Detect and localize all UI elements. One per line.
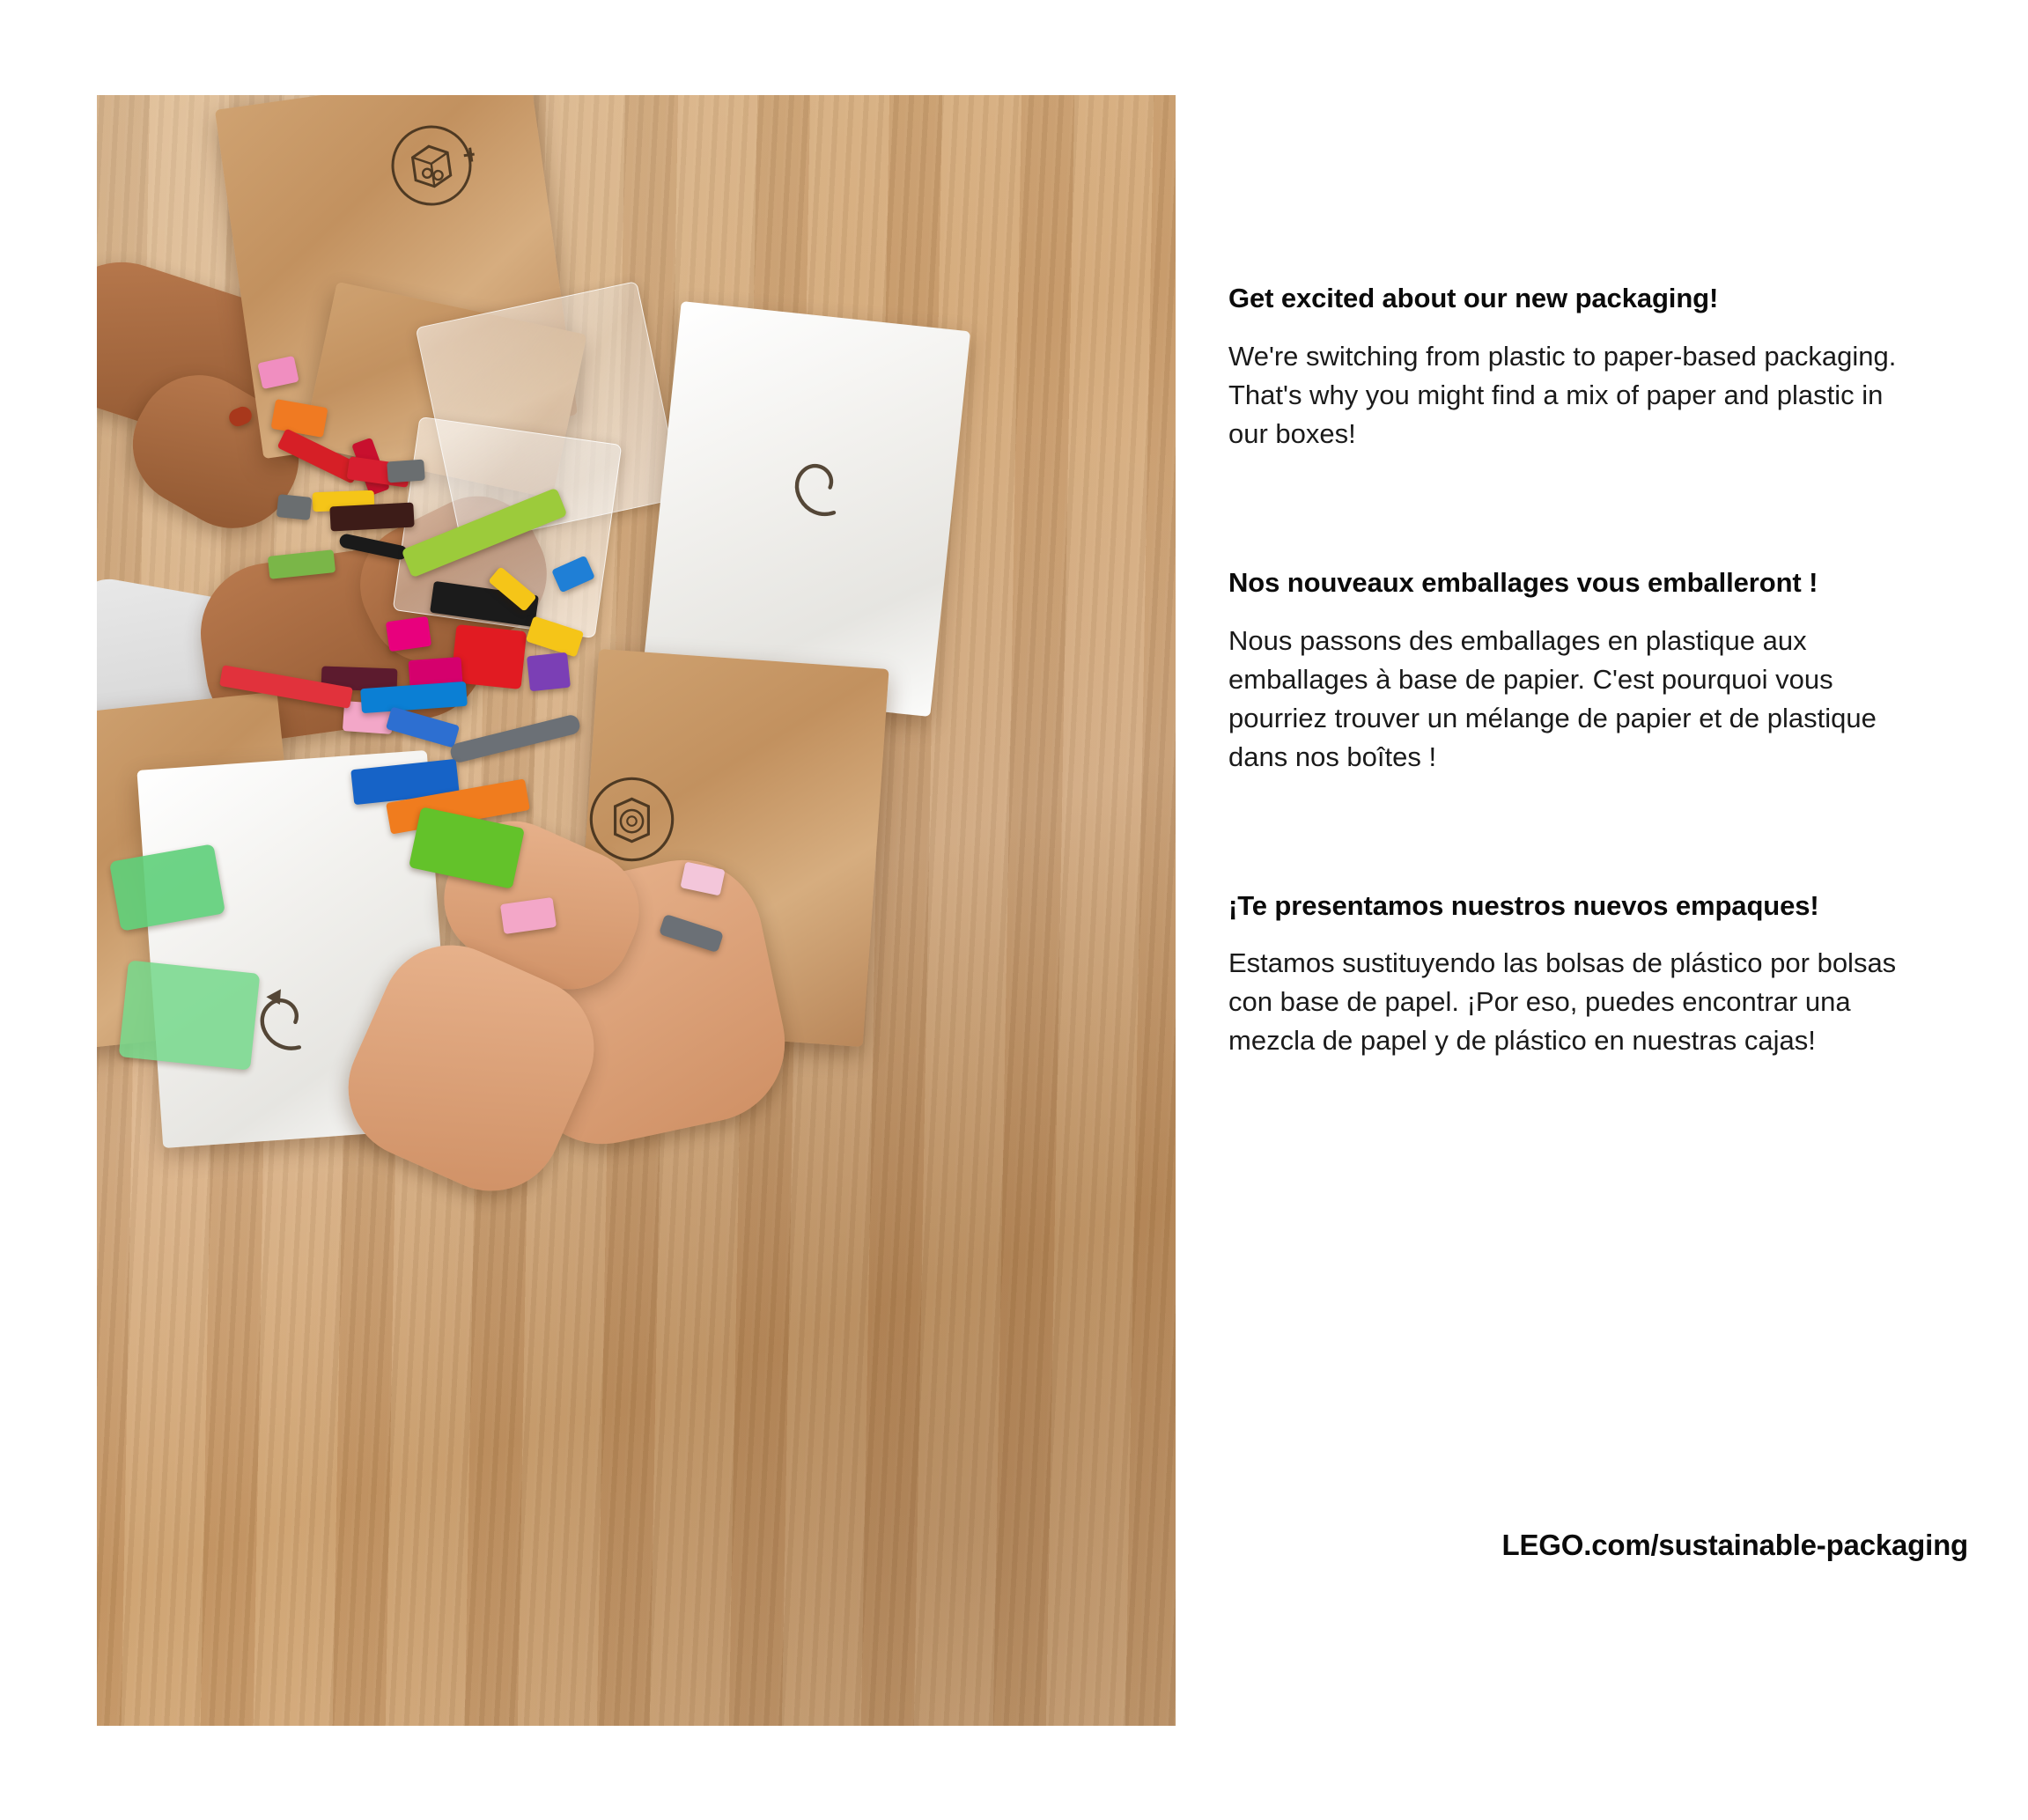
section-french [1228, 566, 1968, 777]
bricks-in-bag-icon [382, 116, 482, 216]
packaging-photo [97, 95, 1176, 1726]
brick [386, 616, 431, 652]
body-english: We're switching from plastic to paper-based packaging. That's why you might find a mix of paper and plastic in our boxes! [1228, 340, 1897, 449]
arrow-loop-icon [766, 443, 863, 540]
text-column [1228, 282, 1968, 1060]
brick [277, 494, 313, 520]
body-french: Nous passons des emballages en plastique aux emballages à base de papier. C'est pourquoi vous pourriez trouver un mélange de papier et de plastique dans nos boîtes ! [1228, 624, 1877, 772]
section-spanish [1228, 889, 1968, 1061]
paper-bag-icon [586, 773, 678, 866]
body-spanish: Estamos sustituyendo las bolsas de plástico por bolsas con base de papel. ¡Por eso, puedes encontrar una mezcla de papel y de plástico en nuestras cajas! [1228, 947, 1897, 1057]
heading-english: Get excited about our new packaging! [1228, 283, 1719, 313]
brick [329, 503, 414, 532]
heading-french: Nos nouveaux emballages vous emballeront ! [1228, 566, 1818, 598]
heading-spanish: ¡Te presentamos nuestros nuevos empaques! [1228, 889, 1819, 921]
brick [119, 960, 261, 1070]
brick [387, 460, 425, 483]
sustainable-packaging-link[interactable]: LEGO.com/sustainable-packaging [1501, 1529, 1968, 1561]
section-english [1228, 282, 1968, 453]
brick [527, 652, 571, 692]
